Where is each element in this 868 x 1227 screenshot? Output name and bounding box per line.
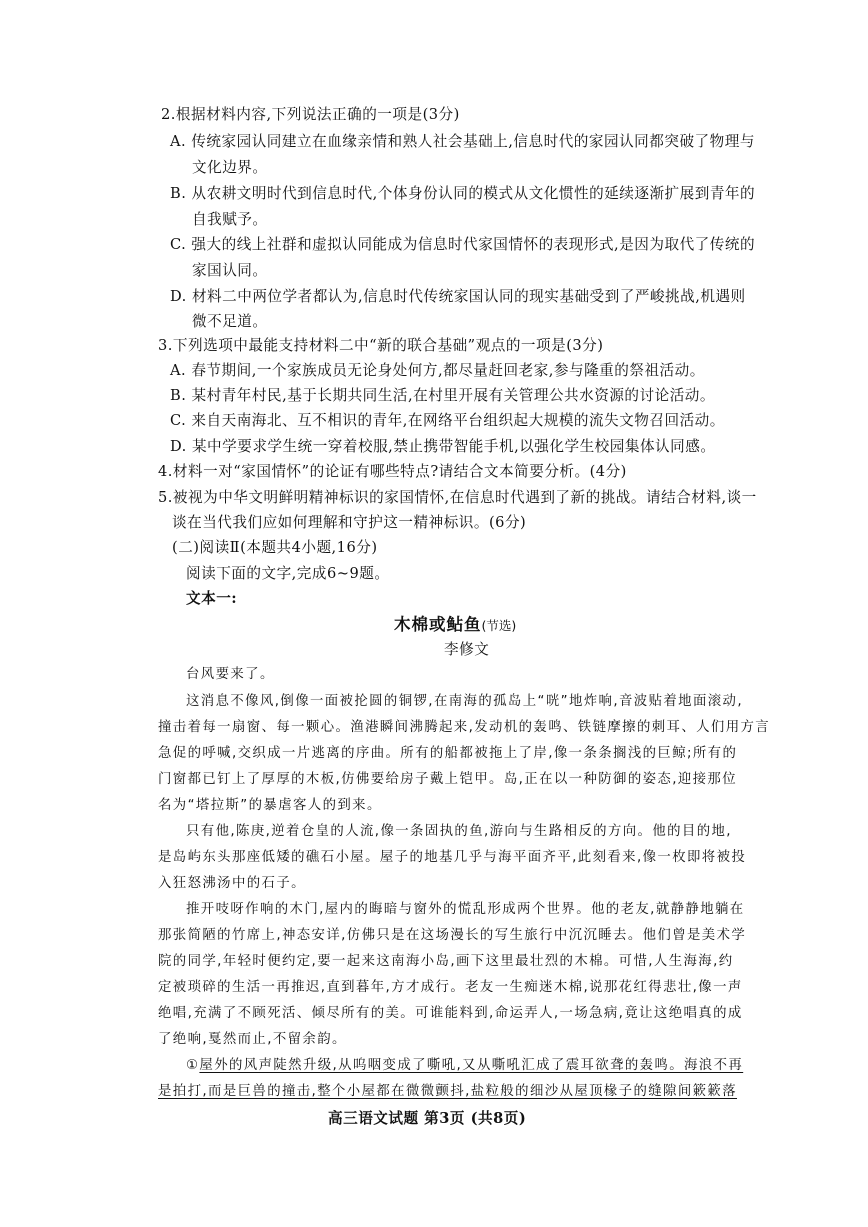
passage-line: 入狂怒沸汤中的石子。 (158, 876, 306, 891)
q3-option-b: B. 某村青年村民,基于长期共同生活,在村里开展有关管理公共水资源的讨论活动。 (170, 387, 715, 404)
q3-option-c: C. 来自天南海北、互不相识的青年,在网络平台组织起大规模的流失文物召回活动。 (170, 412, 725, 429)
q2-option-b-cont: 自我赋予。 (192, 211, 268, 228)
passage-line: 是岛屿东头那座低矮的礁石小屋。屋子的地基几乎与海平面齐平,此刻看来,像一枚即将被投 (158, 850, 747, 865)
q3-option-a: A. 春节期间,一个家族成员无论身处何方,都尽量赶回老家,参与隆重的祭祖活动。 (170, 362, 705, 379)
passage-line-underlined (186, 1054, 743, 1073)
passage-paragraph-1: 台风要来了。 (186, 667, 275, 682)
passage-line: 绝唱,充满了不顾死活、倾尽所有的美。可谁能料到,命运弄人,一场急病,竟让这绝唱真的成 (158, 1006, 743, 1021)
text-label: 文本一: (186, 590, 238, 607)
q2-stem: 2.根据材料内容,下列说法正确的一项是(3分) (161, 106, 460, 123)
passage-line: 门窗都已钉上了厚厚的木板,仿佛要给房子戴上铠甲。岛,正在以一种防御的姿态,迎接那位 (158, 772, 738, 787)
section-heading: (二)阅读Ⅱ(本题共4小题,16分) (172, 539, 378, 556)
q5-stem-cont: 谈在当代我们应如何理解和守护这一精神标识。(6分) (172, 514, 527, 531)
passage-line: 名为“塔拉斯”的暴虐客人的到来。 (158, 798, 382, 813)
passage-author: 李修文 (444, 641, 490, 658)
passage-title-text: 木棉或鲇鱼 (394, 615, 482, 634)
passage-title-note: (节选) (481, 618, 517, 633)
passage-line: 了绝响,戛然而止,不留余韵。 (158, 1032, 347, 1047)
page-footer: 高三语文试题 第3页 (共8页) (328, 1110, 527, 1127)
q3-stem: 3.下列选项中最能支持材料二中“新的联合基础”观点的一项是(3分) (158, 337, 604, 354)
q3-option-d: D. 某中学要求学生统一穿着校服,禁止携带智能手机,以强化学生校园集体认同感。 (170, 438, 716, 455)
passage-line: 院的同学,年轻时便约定,要一起来这南海小岛,画下这里最壮烈的木棉。可惜,人生海海,约 (158, 954, 734, 969)
passage-line: 定被琐碎的生活一再推迟,直到暮年,方才成行。老友一生痴迷木棉,说那花红得悲壮,像一声 (158, 980, 743, 995)
passage-line: 急促的呼喊,交织成一片逃离的序曲。所有的船都被拖上了岸,像一条条搁浅的巨鲸;所有的 (158, 746, 738, 761)
passage-line: 那张简陋的竹席上,神态安详,仿佛只是在这场漫长的写生旅行中沉沉睡去。他们曾是美术学 (158, 928, 747, 943)
q5-stem: 5.被视为中华文明鲜明精神标识的家国情怀,在信息时代遇到了新的挑战。请结合材料,谈一 (158, 489, 757, 506)
passage-title (394, 611, 516, 635)
q4-stem: 4.材料一对“家国情怀”的论证有哪些特点?请结合文本简要分析。(4分) (158, 463, 627, 480)
q2-option-b: B. 从农耕文明时代到信息时代,个体身份认同的模式从文化惯性的延续逐渐扩展到青年的 (170, 185, 756, 202)
passage-line: 只有他,陈庚,逆着仓皇的人流,像一条固执的鱼,游向与生路相反的方向。他的目的地, (186, 824, 732, 839)
passage-line: 撞击着每一扇窗、每一颗心。渔港瞬间沸腾起来,发动机的轰鸣、铁链摩擦的刺耳、人们用方言 (158, 720, 771, 735)
q2-option-c: C. 强大的线上社群和虚拟认同能成为信息时代家国情怀的表现形式,是因为取代了传统的 (170, 236, 756, 253)
passage-line: 这消息不像风,倒像一面被抡圆的铜锣,在南海的孤岛上“咣”地炸响,音波贴着地面滚动, (186, 694, 743, 709)
q2-option-d-cont: 微不足道。 (192, 313, 268, 330)
passage-line-underlined: 是拍打,而是巨兽的撞击,整个小屋都在微微颤抖,盐粒般的细沙从屋顶椽子的缝隙间簌簌落 (158, 1084, 738, 1099)
q2-option-d: D. 材料二中两位学者都认为,信息时代传统家国认同的现实基础受到了严峻挑战,机遇则 (170, 288, 746, 305)
q2-option-c-cont: 家国认同。 (192, 262, 268, 279)
q2-option-a-cont: 文化边界。 (192, 159, 268, 176)
passage-line: 推开吱呀作响的木门,屋内的晦暗与窗外的慌乱形成两个世界。他的老友,就静静地躺在 (186, 902, 745, 917)
section-instruction: 阅读下面的文字,完成6~9题。 (186, 565, 390, 582)
q2-option-a: A. 传统家园认同建立在血缘亲情和熟人社会基础上,信息时代的家园认同都突破了物理与 (170, 133, 755, 150)
underlined-text: 屋外的风声陡然升级,从呜咽变成了嘶吼,又从嘶吼汇成了震耳欲聋的轰鸣。海浪不再 (199, 1058, 744, 1073)
paragraph-marker: ① (186, 1058, 200, 1073)
